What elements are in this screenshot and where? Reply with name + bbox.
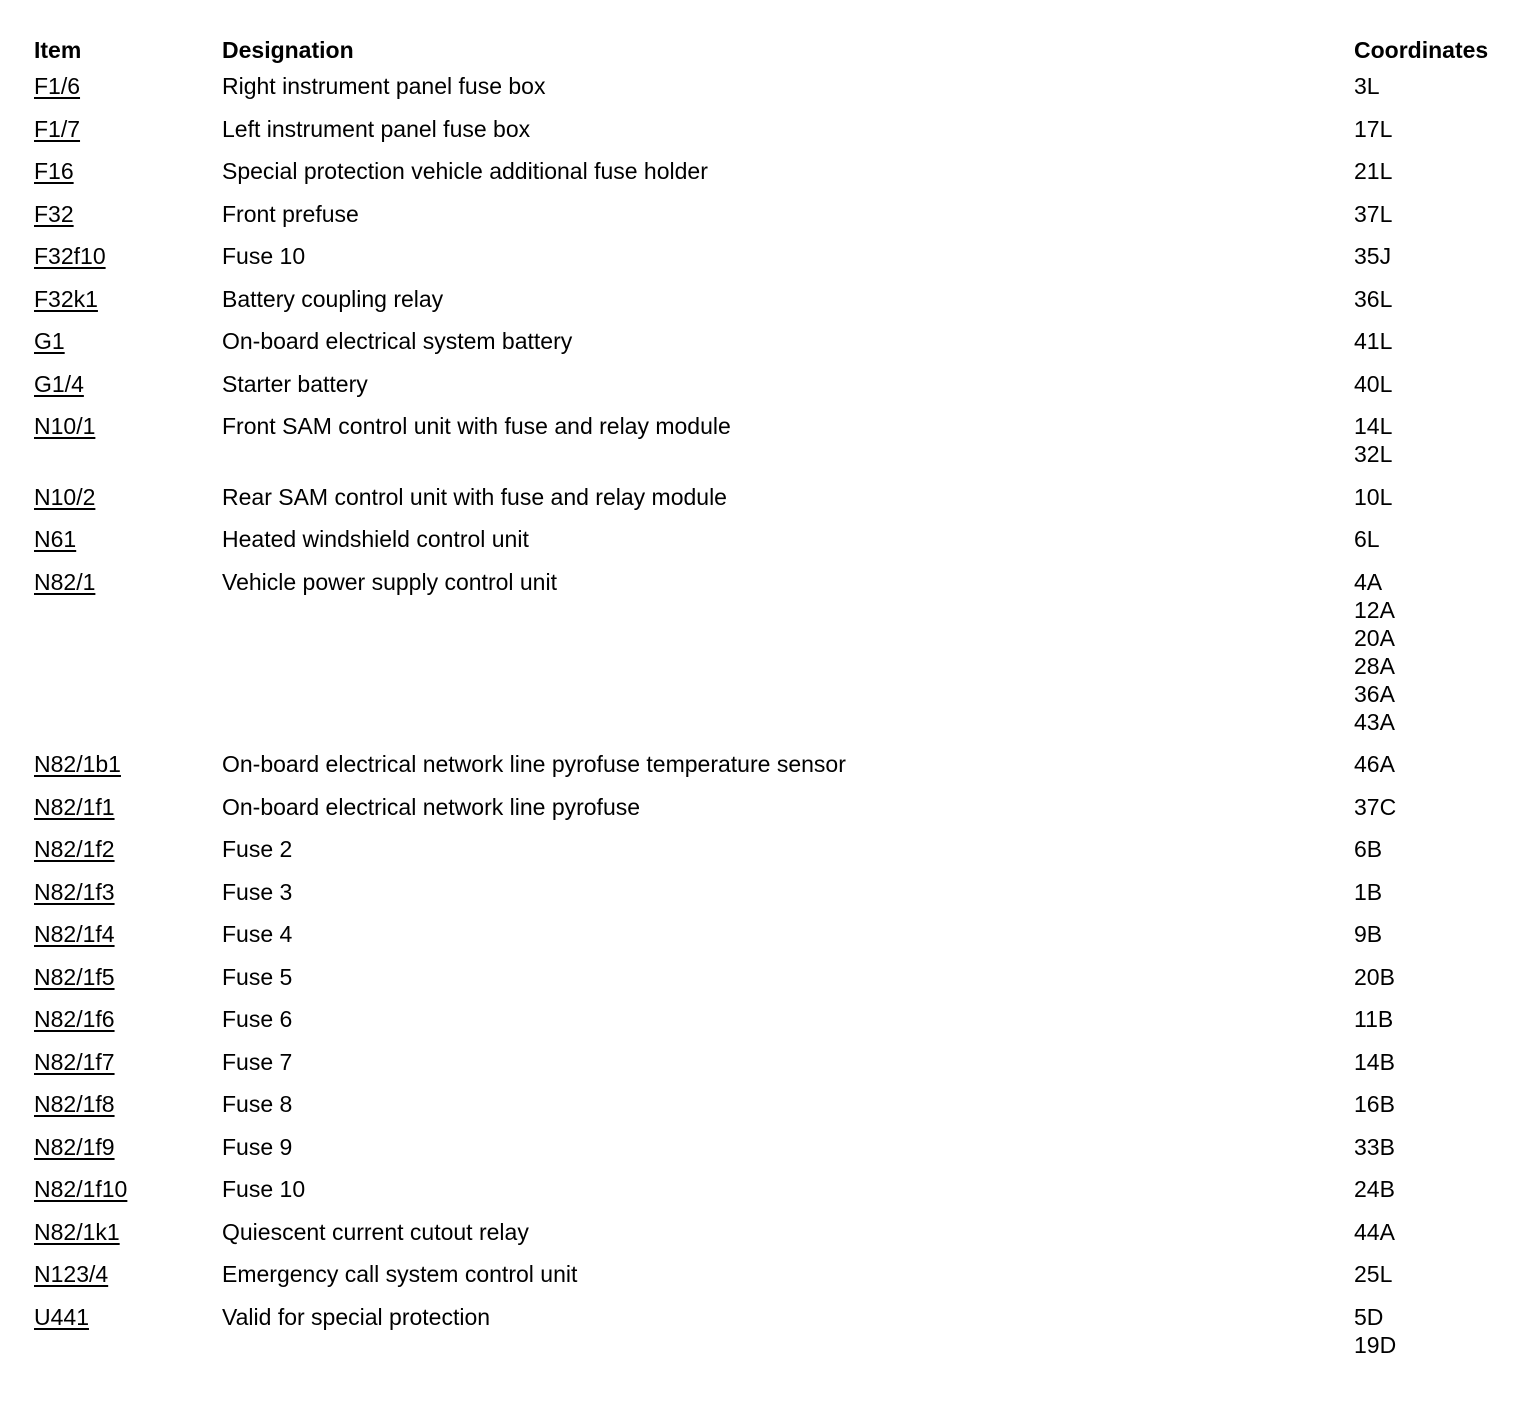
designation-cell: Fuse 4 <box>222 921 293 947</box>
coordinate-value: 4A <box>1354 568 1383 595</box>
designation-cell: Valid for special protection <box>222 1303 491 1330</box>
item-cell <box>34 1218 222 1246</box>
designation-cell: Fuse 7 <box>222 1048 293 1075</box>
item-link[interactable]: U441 <box>34 1303 89 1330</box>
item-cell <box>34 1303 222 1331</box>
coordinates-cell <box>1354 115 1514 143</box>
coordinates-cell <box>1354 1133 1514 1161</box>
designation-cell: Fuse 6 <box>222 1006 293 1032</box>
table-row <box>34 1044 1514 1087</box>
designation-cell: Battery coupling relay <box>222 285 444 312</box>
designation-cell: Right instrument panel fuse box <box>222 73 546 99</box>
item-cell <box>34 963 222 991</box>
designation-cell: Special protection vehicle additional fuse holder <box>222 158 708 184</box>
item-cell <box>34 200 222 228</box>
item-link[interactable]: N82/1f5 <box>34 963 115 990</box>
item-cell <box>34 1260 222 1288</box>
table-row <box>34 479 1514 522</box>
item-cell <box>34 1175 222 1203</box>
item-link[interactable]: N82/1f1 <box>34 793 115 820</box>
item-link[interactable]: N82/1f3 <box>34 878 115 905</box>
item-cell <box>34 1133 222 1161</box>
coordinate-value: 32L <box>1354 441 1393 467</box>
coordinate-value: 43A <box>1354 708 1395 735</box>
item-link[interactable]: N82/1f4 <box>34 921 115 947</box>
coordinate-value: 17L <box>1354 115 1393 142</box>
table-row <box>34 831 1514 874</box>
item-cell <box>34 920 222 948</box>
designation-cell: Front SAM control unit with fuse and relay module <box>222 413 731 439</box>
table-row <box>34 196 1514 239</box>
designation-cell: On-board electrical network line pyrofuse <box>222 793 641 820</box>
designation-cell: Fuse 3 <box>222 878 293 905</box>
coordinates-cell <box>1354 525 1514 553</box>
item-cell <box>34 370 222 398</box>
coordinates-cell <box>1354 1303 1514 1359</box>
item-cell <box>34 793 222 821</box>
coordinate-value: 5D <box>1354 1303 1384 1330</box>
coordinates-cell <box>1354 568 1514 736</box>
coordinates-cell <box>1354 920 1514 948</box>
coordinates-cell <box>1354 72 1514 100</box>
header-item: Item <box>34 37 82 63</box>
item-link[interactable]: N82/1f6 <box>34 1006 115 1032</box>
coordinate-value: 37L <box>1354 200 1393 227</box>
table-row <box>34 1129 1514 1172</box>
coordinate-value: 25L <box>1354 1261 1393 1287</box>
coordinate-value: 14B <box>1354 1048 1395 1075</box>
coordinate-value: 20A <box>1354 624 1395 651</box>
table-row <box>34 916 1514 959</box>
table-row <box>34 746 1514 789</box>
designation-cell: Fuse 2 <box>222 836 293 862</box>
coordinates-cell <box>1354 285 1514 313</box>
coordinate-value: 14L <box>1354 413 1393 439</box>
coordinate-value: 41L <box>1354 328 1393 354</box>
coordinate-value: 28A <box>1354 652 1395 679</box>
item-link[interactable]: N82/1k1 <box>34 1218 120 1245</box>
coordinate-value: 40L <box>1354 370 1393 397</box>
table-row <box>34 1086 1514 1129</box>
coordinates-cell <box>1354 878 1514 906</box>
item-link[interactable]: N82/1f9 <box>34 1133 115 1160</box>
item-link[interactable]: N10/2 <box>34 483 96 510</box>
coordinates-cell <box>1354 1218 1514 1246</box>
table-row <box>34 408 1514 479</box>
coordinates-cell <box>1354 370 1514 398</box>
coordinate-value: 33B <box>1354 1133 1395 1160</box>
coordinate-value: 37C <box>1354 793 1397 820</box>
coordinates-cell <box>1354 200 1514 228</box>
designation-cell: Fuse 5 <box>222 963 293 990</box>
coordinate-value: 36L <box>1354 285 1393 312</box>
item-link[interactable]: F16 <box>34 158 74 184</box>
table-row <box>34 1214 1514 1257</box>
designation-cell: On-board electrical network line pyrofuse temperature sensor <box>222 751 846 777</box>
coordinate-value: 6L <box>1354 526 1380 552</box>
table-row <box>34 1001 1514 1044</box>
item-cell <box>34 1048 222 1076</box>
table-row <box>34 521 1514 564</box>
coordinates-cell <box>1354 412 1514 468</box>
table-row <box>34 1256 1514 1299</box>
item-cell <box>34 568 222 596</box>
item-link[interactable]: N61 <box>34 526 77 552</box>
coordinate-value: 10L <box>1354 483 1393 510</box>
coordinate-value: 24B <box>1354 1176 1395 1202</box>
coordinate-value: 19D <box>1354 1331 1397 1358</box>
item-cell <box>34 483 222 511</box>
designation-cell: Emergency call system control unit <box>222 1261 578 1287</box>
coordinate-value: 3L <box>1354 73 1380 99</box>
coordinates-cell <box>1354 750 1514 778</box>
item-cell <box>34 285 222 313</box>
item-link[interactable]: N82/1f2 <box>34 836 115 862</box>
item-cell <box>34 1005 222 1033</box>
designation-cell: Fuse 10 <box>222 243 306 269</box>
coordinate-value: 35J <box>1354 243 1392 269</box>
item-link[interactable]: G1/4 <box>34 370 84 397</box>
item-link[interactable]: N123/4 <box>34 1261 109 1287</box>
coordinates-cell <box>1354 835 1514 863</box>
table-row <box>34 959 1514 1002</box>
coordinate-value: 9B <box>1354 921 1383 947</box>
designation-cell: Fuse 8 <box>222 1091 293 1117</box>
table-row <box>34 564 1514 747</box>
component-legend-table <box>34 32 1514 1369</box>
coordinate-value: 46A <box>1354 751 1395 777</box>
designation-cell: Vehicle power supply control unit <box>222 568 557 595</box>
coordinates-cell <box>1354 963 1514 991</box>
designation-cell: Rear SAM control unit with fuse and relay module <box>222 483 727 510</box>
table-row <box>34 238 1514 281</box>
table-row <box>34 1299 1514 1370</box>
designation-cell: Heated windshield control unit <box>222 526 529 552</box>
table-row <box>34 789 1514 832</box>
table-row <box>34 323 1514 366</box>
coordinate-value: 16B <box>1354 1091 1395 1117</box>
item-cell <box>34 72 222 100</box>
item-link[interactable]: F32 <box>34 200 74 227</box>
item-cell <box>34 242 222 270</box>
table-row <box>34 1171 1514 1214</box>
coordinate-value: 1B <box>1354 878 1383 905</box>
coordinates-cell <box>1354 1090 1514 1118</box>
item-link[interactable]: F1/7 <box>34 115 81 142</box>
item-cell <box>34 878 222 906</box>
coordinates-cell <box>1354 1048 1514 1076</box>
table-body <box>34 68 1514 1369</box>
coordinate-value: 11B <box>1354 1006 1394 1032</box>
item-link[interactable]: G1 <box>34 328 65 354</box>
coordinates-cell <box>1354 483 1514 511</box>
designation-cell: Starter battery <box>222 370 368 397</box>
table-row <box>34 281 1514 324</box>
header-designation: Designation <box>222 37 354 63</box>
item-cell <box>34 115 222 143</box>
item-cell <box>34 327 222 355</box>
designation-cell: Fuse 9 <box>222 1133 293 1160</box>
item-link[interactable]: F32f10 <box>34 243 106 269</box>
coordinate-value: 36A <box>1354 680 1395 707</box>
table-row <box>34 153 1514 196</box>
coordinate-value: 6B <box>1354 836 1383 862</box>
coordinate-value: 44A <box>1354 1218 1395 1245</box>
item-link[interactable]: N82/1 <box>34 568 96 595</box>
coordinates-cell <box>1354 793 1514 821</box>
coordinates-cell <box>1354 1005 1514 1033</box>
item-link[interactable]: N82/1f7 <box>34 1048 115 1075</box>
header-coordinates: Coordinates <box>1354 37 1489 63</box>
item-cell <box>34 412 222 440</box>
designation-cell: Fuse 10 <box>222 1176 306 1202</box>
coordinates-cell <box>1354 327 1514 355</box>
table-row <box>34 111 1514 154</box>
table-row <box>34 874 1514 917</box>
item-cell <box>34 835 222 863</box>
coordinate-value: 12A <box>1354 596 1395 623</box>
table-row <box>34 68 1514 111</box>
table-row <box>34 366 1514 409</box>
table-header <box>34 32 1514 68</box>
item-cell <box>34 157 222 185</box>
item-link[interactable]: N10/1 <box>34 413 96 439</box>
coordinates-cell <box>1354 1260 1514 1288</box>
item-cell <box>34 525 222 553</box>
item-link[interactable]: N82/1f8 <box>34 1091 115 1117</box>
designation-cell: Front prefuse <box>222 200 359 227</box>
item-cell <box>34 1090 222 1118</box>
item-link[interactable]: F32k1 <box>34 285 98 312</box>
designation-cell: On-board electrical system battery <box>222 328 573 354</box>
designation-cell: Quiescent current cutout relay <box>222 1218 529 1245</box>
coordinates-cell <box>1354 157 1514 185</box>
coordinate-value: 21L <box>1354 158 1393 184</box>
item-link[interactable]: N82/1f10 <box>34 1176 128 1202</box>
coordinates-cell <box>1354 1175 1514 1203</box>
item-link[interactable]: N82/1b1 <box>34 751 121 777</box>
coordinates-cell <box>1354 242 1514 270</box>
designation-cell: Left instrument panel fuse box <box>222 115 531 142</box>
coordinate-value: 20B <box>1354 963 1395 990</box>
item-link[interactable]: F1/6 <box>34 73 81 99</box>
item-cell <box>34 750 222 778</box>
